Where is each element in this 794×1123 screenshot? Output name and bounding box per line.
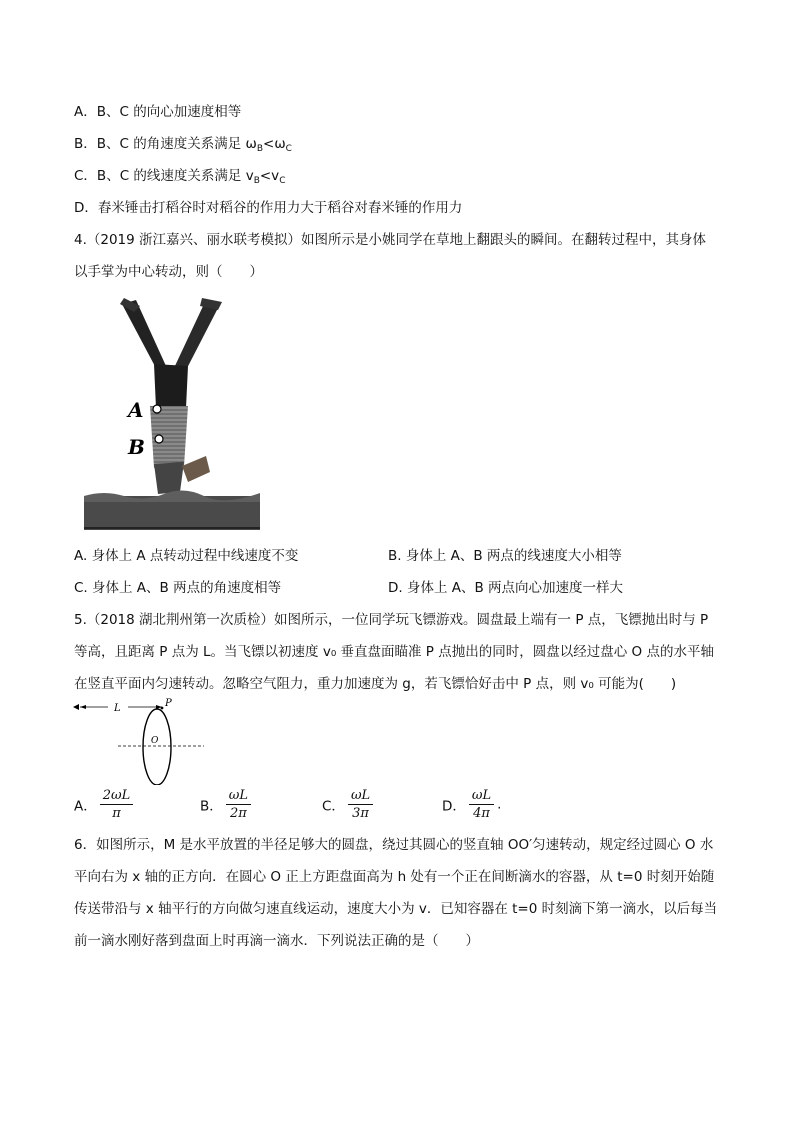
- q5-option-d: [442, 787, 501, 822]
- q5-option-c-fraction: [348, 787, 373, 822]
- q6-stem-line2: 平向右为 x 轴的正方向．在圆心 O 正上方距盘面高为 h 处有一个正在间断滴水的容器，从 t=0 时刻开始随: [74, 869, 715, 885]
- photo-label-b: B: [128, 435, 145, 459]
- q3-option-b: [74, 135, 292, 158]
- q5-option-d-tail: .: [497, 796, 502, 813]
- q3-option-c-sub1: B: [253, 176, 260, 186]
- q5-option-d-num: ωL: [469, 787, 494, 805]
- q5-option-b-den: 2π: [229, 806, 247, 821]
- q3-option-b-text: B．B、C 的角速度关系满足 ω: [74, 136, 257, 152]
- q5-option-b-num: ωL: [226, 787, 251, 805]
- q5-stem-line2: 等高，且距离 P 点为 L。当飞镖以初速度 v₀ 垂直盘面瞄准 P 点抛出的同时，圆盘以经过盘心 O 点的水平轴: [74, 644, 714, 660]
- q4-option-c: C. 身体上 A、B 两点的角速度相等: [74, 580, 282, 596]
- q3-option-c: [74, 167, 285, 190]
- q5-option-b: [200, 787, 254, 822]
- q5-option-a-num: 2ωL: [100, 787, 134, 805]
- point-a-marker: [153, 405, 161, 413]
- q6-stem-line1: 6．如图所示，M 是水平放置的半径足够大的圆盘，绕过其圆心的竖直轴 OO′匀速转动，规定经过圆心 O 水: [74, 837, 714, 853]
- q4-option-d: D. 身体上 A、B 两点向心加速度一样大: [388, 580, 624, 596]
- point-b-marker: [155, 435, 163, 443]
- q5-option-d-den: 4π: [473, 806, 490, 821]
- q3-option-b-mid: <ω: [263, 136, 286, 152]
- q5-option-c-den: 3π: [352, 806, 369, 821]
- q5-option-a-den: π: [112, 806, 121, 821]
- q5-option-d-label: D．: [442, 798, 466, 815]
- handstand-photo: [84, 296, 260, 530]
- q6-stem-line4: 前一滴水刚好落到盘面上时再滴一滴水．下列说法正确的是（ ）: [74, 933, 479, 949]
- q4-option-a: A. 身体上 A 点转动过程中线速度不变: [74, 548, 299, 564]
- q5-option-c-label: C．: [322, 798, 345, 815]
- q3-option-b-sub2: C: [285, 144, 292, 154]
- label-o: O: [151, 736, 159, 746]
- q5-option-c-num: ωL: [348, 787, 373, 805]
- label-l: L: [114, 703, 121, 714]
- q4-stem-line1: 4.（2019 浙江嘉兴、丽水联考模拟）如图所示是小姚同学在草地上翻跟头的瞬间。在翻转过程中，其身体: [74, 232, 707, 248]
- q5-option-d-fraction: [469, 787, 494, 822]
- q3-option-d: D．舂米锤击打稻谷时对稻谷的作用力大于稻谷对舂米锤的作用力: [74, 200, 463, 216]
- q4-stem-line2: 以手掌为中心转动，则（ ）: [74, 264, 263, 280]
- q5-option-c: [322, 787, 376, 822]
- disc-outline: [143, 709, 171, 785]
- q5-option-a-label: A．: [74, 798, 97, 815]
- q5-option-a-fraction: [100, 787, 134, 822]
- q5-option-b-fraction: [226, 787, 251, 822]
- label-p: P: [165, 698, 172, 709]
- q3-option-b-sub1: B: [256, 144, 264, 154]
- q3-option-a: A．B、C 的向心加速度相等: [74, 104, 242, 120]
- q6-stem-line3: 传送带沿与 x 轴平行的方向做匀速直线运动，速度大小为 v．已知容器在 t=0 时刻滴下第一滴水，以后每当: [74, 901, 718, 917]
- q3-option-c-mid: <v: [259, 168, 280, 184]
- q3-option-c-sub2: C: [279, 176, 286, 186]
- q5-stem-line3: 在竖直平面内匀速转动。忽略空气阻力，重力加速度为 g，若飞镖恰好击中 P 点，则 v₀ 可能为( ): [74, 676, 677, 692]
- photo-label-a: A: [128, 398, 144, 422]
- q5-stem-line1: 5.（2018 湖北荆州第一次质检）如图所示，一位同学玩飞镖游戏。圆盘最上端有一 P 点，飞镖抛出时与 P: [74, 612, 709, 628]
- q5-option-b-label: B．: [200, 798, 223, 815]
- q4-option-b: B. 身体上 A、B 两点的线速度大小相等: [388, 548, 622, 564]
- q5-option-a: [74, 787, 136, 822]
- dart-icon: [73, 704, 79, 710]
- dart-disc-diagram: [70, 697, 210, 785]
- q3-option-c-text: C．B、C 的线速度关系满足 v: [74, 168, 254, 184]
